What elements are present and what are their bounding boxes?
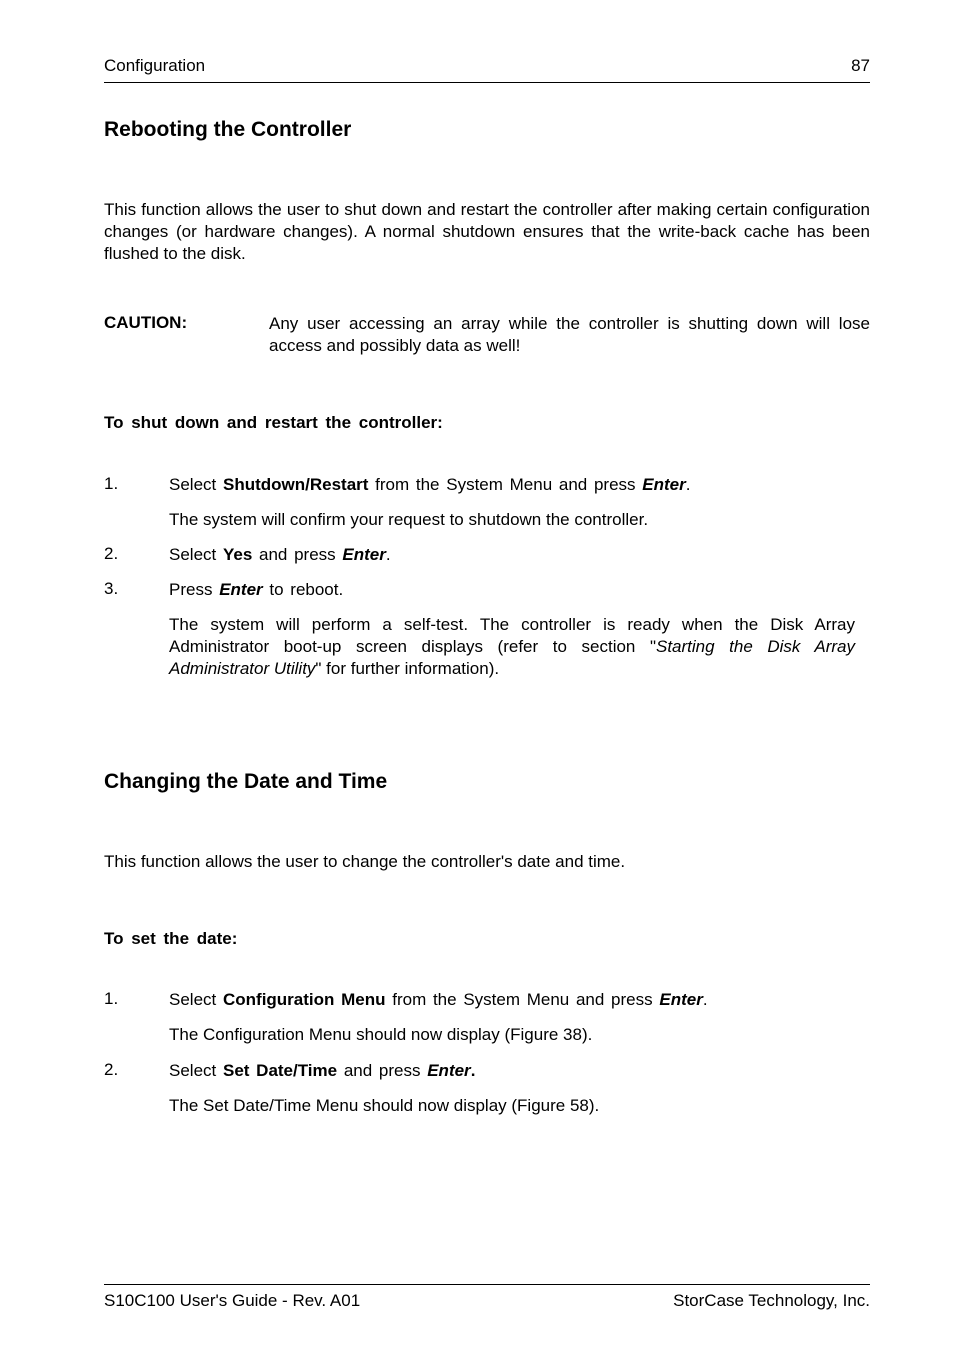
step-text: Select Shutdown/Restart from the System Menu and press Enter. [169,475,691,494]
step-number: 2. [104,1060,119,1079]
step-text: Select Set Date/Time and press Enter. [169,1061,476,1080]
step-text: Select Yes and press Enter. [169,545,391,564]
step-text: Select Configuration Menu from the System Menu and press Enter. [169,990,708,1009]
footer-rule [104,1284,870,1285]
step-note: The Configuration Menu should now display (Figure 38). [169,1025,593,1044]
footer-guide-title: S10C100 User's Guide - Rev. A01 [104,1291,361,1310]
caution-text: Any user accessing an array while the controller is shutting down will lose access and possibly data as well! [269,314,870,355]
footer-company: StorCase Technology, Inc. [673,1291,870,1310]
page-number: 87 [851,56,870,75]
step-number: 3. [104,579,119,598]
step-note: The system will confirm your request to shutdown the controller. [169,510,649,529]
step-number: 2. [104,544,119,563]
caution-label: CAUTION: [104,313,188,332]
section-title-rebooting: Rebooting the Controller [104,118,352,141]
section-title-date-time: Changing the Date and Time [104,770,388,793]
header-rule [104,82,870,83]
procedure-title-set-date: To set the date: [104,929,238,948]
step-note: The system will perform a self-test. The controller is ready when the Disk Array Administrator boot-up screen displays (refer to section "Starting the Disk Array Administrator Utility" for further information). [169,615,855,678]
section2-intro: This function allows the user to change the controller's date and time. [104,852,626,871]
step-note: The Set Date/Time Menu should now display (Figure 58). [169,1096,600,1115]
step-number: 1. [104,989,119,1008]
section1-intro: This function allows the user to shut down and restart the controller after making certain configuration changes (or hardware changes). A normal shutdown ensures that the write-back cache has been flushed to the disk. [104,200,870,263]
step-number: 1. [104,474,119,493]
procedure-title-shutdown: To shut down and restart the controller: [104,413,443,432]
running-header-section: Configuration [104,56,206,75]
step-text: Press Enter to reboot. [169,580,344,599]
